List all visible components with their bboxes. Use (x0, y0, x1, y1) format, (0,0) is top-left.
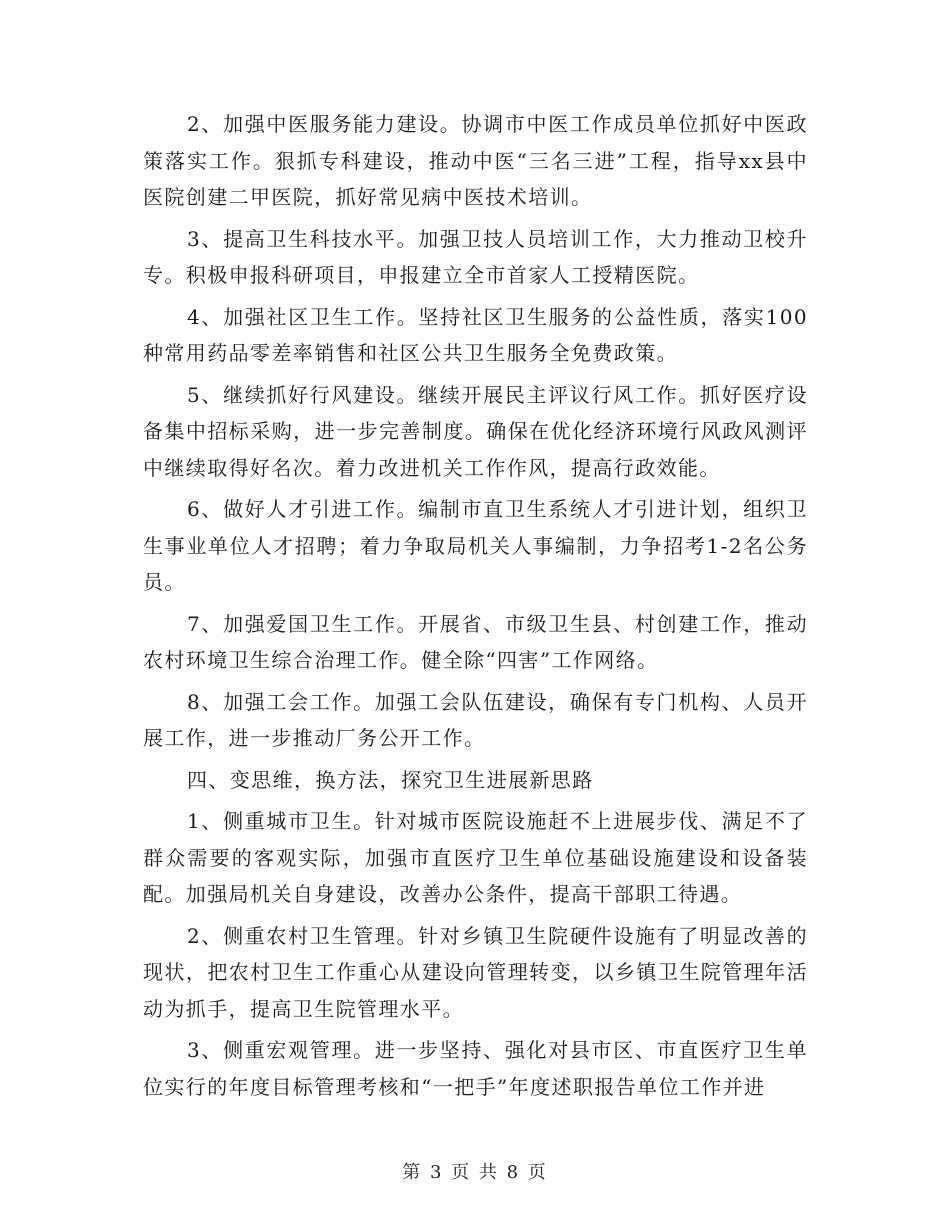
paragraph-item-8: 8、加强工会工作。加强工会队伍建设，确保有专门机构、人员开展工作，进一步推动厂务公开工作。 (143, 689, 808, 750)
paragraph-item-4: 4、加强社区卫生工作。坚持社区卫生服务的公益性质，落实100种常用药品零差率销售和社区公共卫生服务全免费政策。 (143, 304, 808, 365)
paragraph-item-5: 5、继续抓好行风建设。继续开展民主评议行风工作。抓好医疗设备集中招标采购，进一步完善制度。确保在优化经济环境行风政风测评中继续取得好名次。着力改进机关工作作风，提高行政效能。 (143, 382, 808, 480)
section-paragraph-3: 3、侧重宏观管理。进一步坚持、强化对县市区、市直医疗卫生单位实行的年度目标管理考核和“一把手”年度述职报告单位工作并进 (143, 1038, 808, 1099)
section-paragraph-1: 1、侧重城市卫生。针对城市医院设施赶不上进展步伐、满足不了群众需要的客观实际，加强市直医疗卫生单位基础设施建设和设备装配。加强局机关自身建设，改善办公条件，提高干部职工待遇。 (143, 809, 808, 906)
document-page (143, 106, 808, 1110)
paragraph-item-2: 2、加强中医服务能力建设。协调市中医工作成员单位抓好中医政策落实工作。狠抓专科建设，推动中医“三名三进”工程，指导xx县中医院创建二甲医院，抓好常见病中医技术培训。 (143, 112, 808, 209)
paragraph-item-6: 6、做好人才引进工作。编制市直卫生系统人才引进计划，组织卫生事业单位人才招聘；着力争取局机关人事编制，力争招考1-2名公务员。 (143, 497, 808, 594)
section-heading: 四、变思维，换方法，探究卫生进展新思路 (187, 767, 594, 792)
paragraph-item-3: 3、提高卫生科技水平。加强卫技人员培训工作，大力推动卫校升专。积极申报科研项目，申报建立全市首家人工授精医院。 (143, 226, 808, 287)
page-number-footer: 第 3 页 共 8 页 (402, 1162, 548, 1183)
section-paragraph-2: 2、侧重农村卫生管理。针对乡镇卫生院硬件设施有了明显改善的现状，把农村卫生工作重心从建设向管理转变，以乡镇卫生院管理年活动为抓手，提高卫生院管理水平。 (143, 923, 808, 1021)
paragraph-item-7: 7、加强爱国卫生工作。开展省、市级卫生县、村创建工作，推动农村环境卫生综合治理工作。健全除“四害”工作网络。 (143, 611, 808, 672)
